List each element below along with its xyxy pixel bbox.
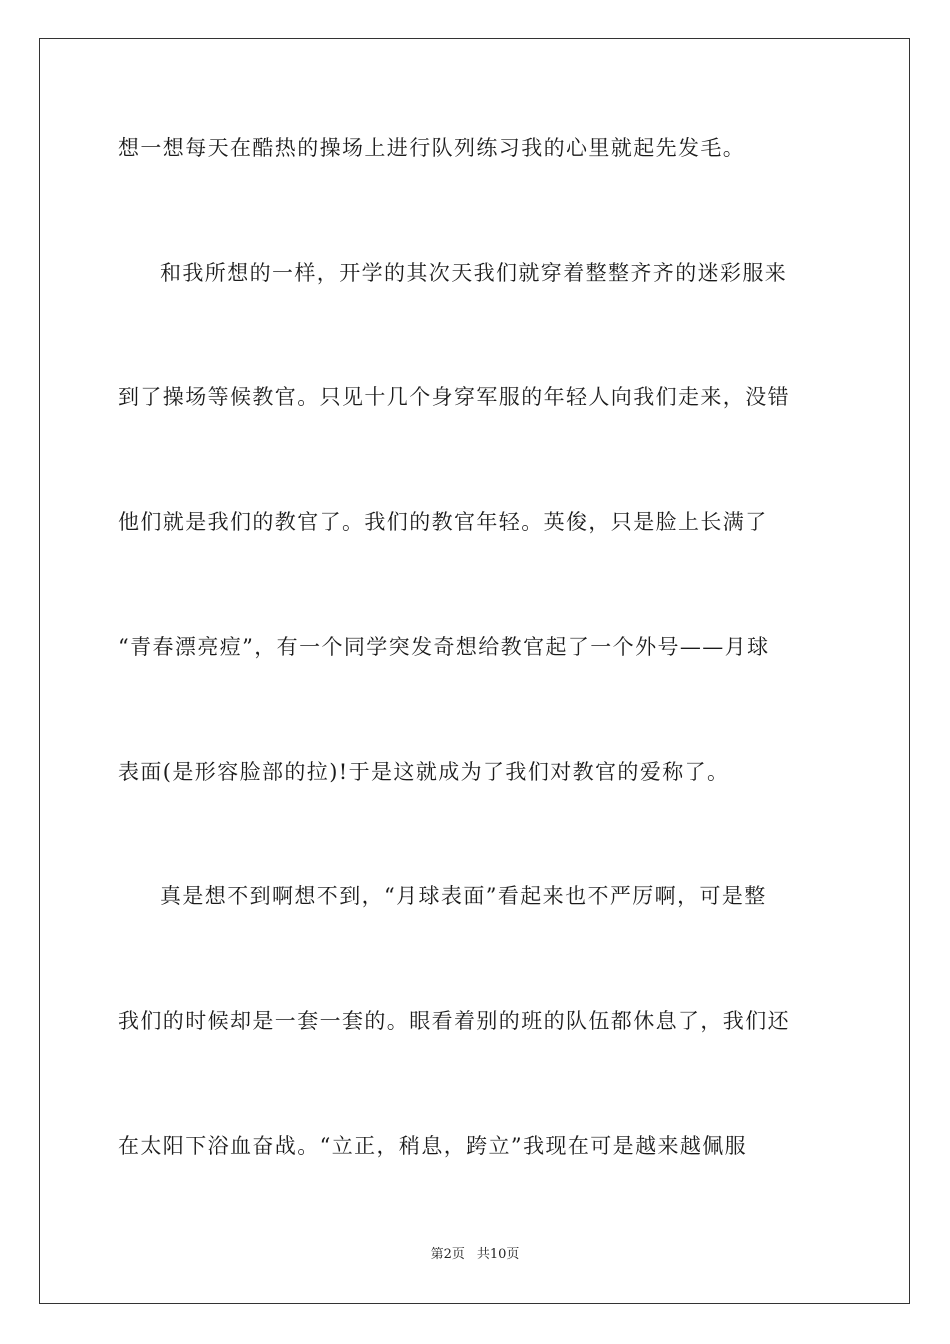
body-text-line: 表面(是形容脸部的拉)!于是这就成为了我们对教官的爱称了。 <box>118 760 730 784</box>
body-text-line: 想一想每天在酷热的操场上进行队列练习我的心里就起先发毛。 <box>118 136 746 160</box>
body-text-line: “青春漂亮痘”，有一个同学突发奇想给教官起了一个外号——月球 <box>118 635 770 659</box>
body-text-line: 在太阳下浴血奋战。“立正，稍息，跨立”我现在可是越来越佩服 <box>118 1134 748 1158</box>
page-number: 第2页 <box>430 1247 465 1262</box>
body-text-line: 我们的时候却是一套一套的。眼看着别的班的队伍都休息了，我们还 <box>118 1009 790 1033</box>
page-total: 共10页 <box>476 1247 520 1262</box>
paragraph-start-line: 和我所想的一样，开学的其次天我们就穿着整整齐齐的迷彩服来 <box>160 261 788 285</box>
page-border <box>39 38 910 1304</box>
body-text-line: 他们就是我们的教官了。我们的教官年轻。英俊，只是脸上长满了 <box>118 510 768 534</box>
paragraph-start-line: 真是想不到啊想不到，“月球表面”看起来也不严厉啊，可是整 <box>160 884 767 908</box>
body-text-line: 到了操场等候教官。只见十几个身穿军服的年轻人向我们走来，没错 <box>118 385 790 409</box>
page-footer <box>0 1246 950 1264</box>
